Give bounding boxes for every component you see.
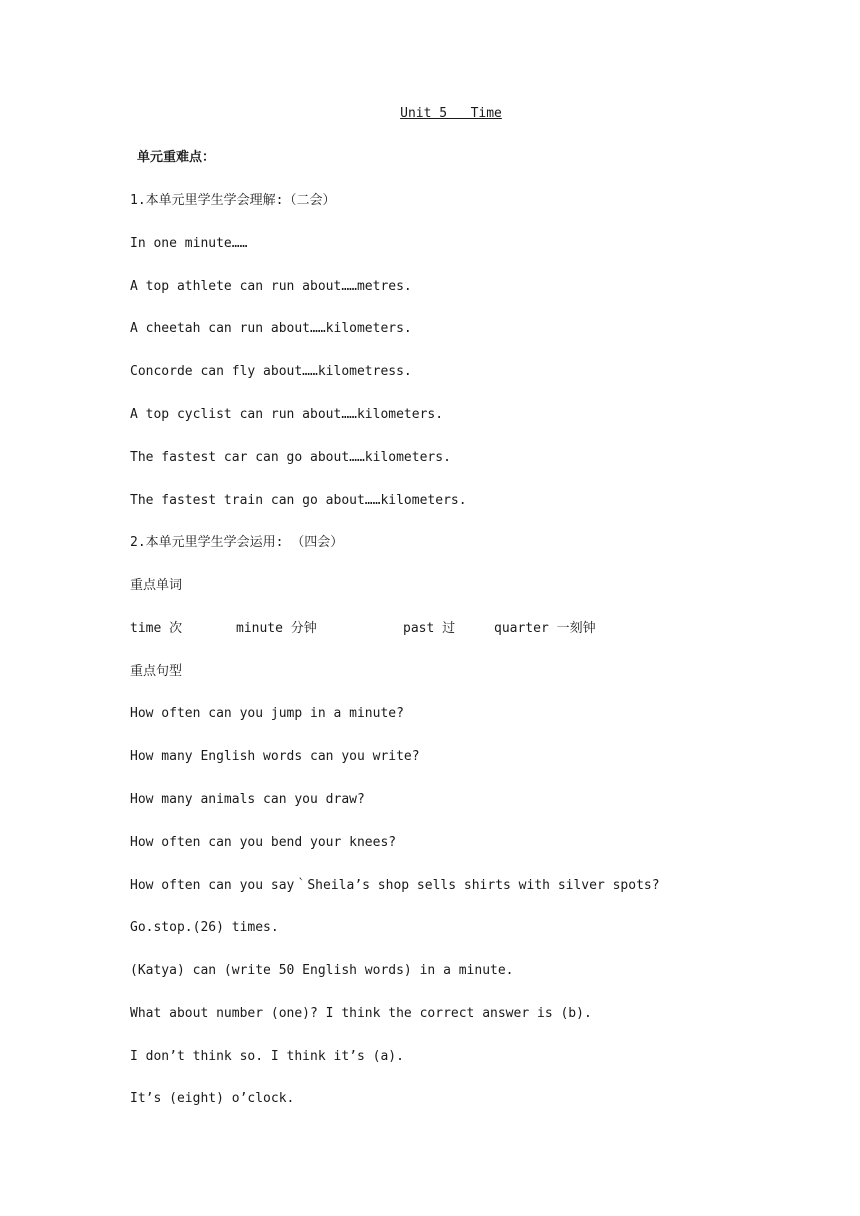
part1-line: A top cyclist can run about……kilometers.: [130, 407, 444, 422]
sentence-line: What about number (one)? I think the correct answer is (b).: [130, 1006, 592, 1021]
sentence-line: How many animals can you draw?: [130, 792, 365, 807]
vocab-item: past 过: [403, 621, 456, 636]
document-title: Unit 5 Time: [400, 106, 502, 121]
part1-line: The fastest car can go about……kilometers.: [130, 450, 451, 465]
part1-line: In one minute……: [130, 236, 248, 251]
vocab-row: [130, 620, 750, 638]
part1-line: The fastest train can go about……kilometers.: [130, 493, 467, 508]
sentence-line: (Katya) can (write 50 English words) in a minute.: [130, 963, 514, 978]
sentence-line: Go.stop.(26) times.: [130, 920, 279, 935]
sentence-line: How many English words can you write?: [130, 749, 420, 764]
vocab-item: quarter 一刻钟: [494, 621, 596, 636]
vocab-heading: 重点单词: [130, 578, 183, 593]
sentence-line: How often can you bend your knees?: [130, 835, 397, 850]
part1-line: Concorde can fly about……kilometress.: [130, 364, 412, 379]
part2-heading: 2.本单元里学生学会运用: （四会）: [130, 535, 344, 550]
sentence-line: I don’t think so. I think it’s (a).: [130, 1049, 404, 1064]
sentence-line: How often can you say｀Sheila’s shop sells shirts with silver spots?: [130, 878, 660, 893]
part1-line: A top athlete can run about……metres.: [130, 279, 412, 294]
vocab-item: minute 分钟: [236, 621, 317, 636]
sentence-heading: 重点句型: [130, 664, 183, 679]
sentence-line: It’s (eight) o’clock.: [130, 1091, 295, 1106]
vocab-item: time 次: [130, 621, 183, 636]
sentence-line: How often can you jump in a minute?: [130, 706, 404, 721]
section-heading: 单元重难点：: [137, 150, 216, 165]
part1-line: A cheetah can run about……kilometers.: [130, 321, 412, 336]
part1-heading: 1.本单元里学生学会理解:（二会）: [130, 193, 336, 208]
